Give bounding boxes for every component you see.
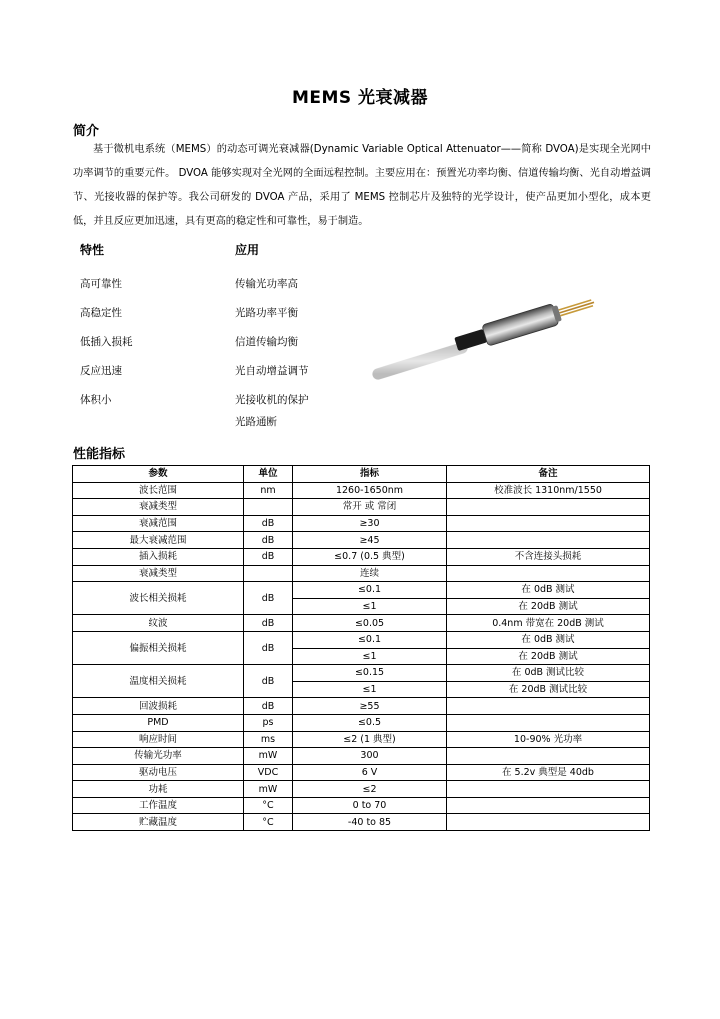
- param-cell: 传输光功率: [73, 748, 244, 765]
- unit-cell: °C: [244, 814, 293, 831]
- application-item: 光路通断: [235, 416, 277, 428]
- table-row: [73, 781, 650, 798]
- param-cell: 衰减类型: [73, 499, 244, 516]
- param-cell: 温度相关损耗: [73, 665, 244, 698]
- application-item: 光路功率平衡: [235, 307, 298, 319]
- unit-cell: nm: [244, 482, 293, 499]
- attenuator-body-icon: [453, 292, 597, 355]
- unit-cell: dB: [244, 665, 293, 698]
- intro-heading: 简介: [73, 124, 100, 139]
- value-cell: ≤2 (1 典型): [293, 731, 447, 748]
- note-cell: 在 0dB 测试: [447, 631, 650, 648]
- table-row: [73, 814, 650, 831]
- application-item: 信道传输均衡: [235, 336, 298, 348]
- table-row: [73, 565, 650, 582]
- table-row: [73, 482, 650, 499]
- unit-cell: dB: [244, 532, 293, 549]
- note-cell: 在 0dB 测试比较: [447, 665, 650, 682]
- spec-table: [72, 465, 650, 831]
- table-row: [73, 748, 650, 765]
- table-row: [73, 615, 650, 632]
- features-list: [80, 241, 133, 420]
- value-cell: ≥55: [293, 698, 447, 715]
- value-cell: ≤2: [293, 781, 447, 798]
- param-cell: 驱动电压: [73, 764, 244, 781]
- value-cell: ≤0.05: [293, 615, 447, 632]
- param-cell: 响应时间: [73, 731, 244, 748]
- value-cell: ≤1: [293, 648, 447, 665]
- application-item: 光自动增益调节: [235, 365, 309, 377]
- value-cell: 300: [293, 748, 447, 765]
- note-cell: 校准波长 1310nm/1550: [447, 482, 650, 499]
- param-cell: 衰减类型: [73, 565, 244, 582]
- value-cell: 常开 或 常闭: [293, 499, 447, 516]
- unit-cell: °C: [244, 797, 293, 814]
- unit-cell: dB: [244, 515, 293, 532]
- value-cell: ≤0.1: [293, 631, 447, 648]
- param-cell: PMD: [73, 714, 244, 731]
- note-cell: [447, 698, 650, 715]
- unit-cell: ms: [244, 731, 293, 748]
- table-row: [73, 665, 650, 682]
- table-header-row: [73, 466, 650, 483]
- unit-cell: dB: [244, 698, 293, 715]
- param-cell: 波长范围: [73, 482, 244, 499]
- product-photo: [370, 280, 610, 390]
- table-row: [73, 515, 650, 532]
- param-cell: 回波损耗: [73, 698, 244, 715]
- note-cell: [447, 797, 650, 814]
- unit-cell: [244, 565, 293, 582]
- specs-heading: 性能指标: [73, 447, 126, 462]
- value-cell: 1260-1650nm: [293, 482, 447, 499]
- table-row: [73, 731, 650, 748]
- value-cell: -40 to 85: [293, 814, 447, 831]
- unit-cell: mW: [244, 781, 293, 798]
- note-cell: 在 20dB 测试: [447, 598, 650, 615]
- application-item: 光接收机的保护: [235, 394, 309, 406]
- note-cell: [447, 565, 650, 582]
- note-cell: 在 20dB 测试: [447, 648, 650, 665]
- unit-cell: ps: [244, 714, 293, 731]
- column-header: 备注: [447, 466, 650, 483]
- table-row: [73, 582, 650, 599]
- feature-item: 高稳定性: [80, 307, 122, 319]
- value-cell: ≥45: [293, 532, 447, 549]
- table-row: [73, 698, 650, 715]
- note-cell: 在 0dB 测试: [447, 582, 650, 599]
- unit-cell: dB: [244, 548, 293, 565]
- param-cell: 偏振相关损耗: [73, 631, 244, 664]
- value-cell: ≤0.7 (0.5 典型): [293, 548, 447, 565]
- fiber-cable-icon: [378, 348, 462, 374]
- feature-item: 低插入损耗: [80, 336, 133, 348]
- features-heading: 特性: [80, 243, 105, 257]
- unit-cell: VDC: [244, 764, 293, 781]
- param-cell: 衰减范围: [73, 515, 244, 532]
- column-header: 参数: [73, 466, 244, 483]
- applications-heading: 应用: [235, 243, 260, 257]
- table-row: [73, 631, 650, 648]
- table-row: [73, 532, 650, 549]
- note-cell: [447, 781, 650, 798]
- note-cell: [447, 814, 650, 831]
- table-row: [73, 499, 650, 516]
- value-cell: ≤0.1: [293, 582, 447, 599]
- unit-cell: dB: [244, 582, 293, 615]
- note-cell: [447, 532, 650, 549]
- note-cell: [447, 515, 650, 532]
- value-cell: 0 to 70: [293, 797, 447, 814]
- value-cell: 连续: [293, 565, 447, 582]
- note-cell: 在 20dB 测试比较: [447, 681, 650, 698]
- column-header: 单位: [244, 466, 293, 483]
- column-header: 指标: [293, 466, 447, 483]
- feature-item: 高可靠性: [80, 278, 122, 290]
- value-cell: ≤0.5: [293, 714, 447, 731]
- unit-cell: [244, 499, 293, 516]
- note-cell: 0.4nm 带宽在 20dB 测试: [447, 615, 650, 632]
- unit-cell: dB: [244, 631, 293, 664]
- param-cell: 工作温度: [73, 797, 244, 814]
- value-cell: 6 V: [293, 764, 447, 781]
- note-cell: [447, 748, 650, 765]
- table-row: [73, 797, 650, 814]
- param-cell: 插入损耗: [73, 548, 244, 565]
- param-cell: 最大衰减范围: [73, 532, 244, 549]
- feature-item: 反应迅速: [80, 365, 122, 377]
- intro-paragraph: 基于微机电系统（MEMS）的动态可调光衰减器(Dynamic Variable Optical Attenuator——简称 DVOA)是实现全光网中功率调节的重要元件。 DVOA 能够实现对全光网的全面远程控制。主要应用在：预置光功率均衡、信道传输均衡、光自动增益调节、光接收器的保护等。我公司研发的 DVOA 产品，采用了 MEMS 控制芯片及独特的光学设计，使产品更加小型化，成本更低，并且反应更加迅速，具有更高的稳定性和可靠性，易于制造。: [73, 144, 651, 227]
- value-cell: ≤1: [293, 681, 447, 698]
- value-cell: ≤1: [293, 598, 447, 615]
- param-cell: 波长相关损耗: [73, 582, 244, 615]
- note-cell: 不含连接头损耗: [447, 548, 650, 565]
- param-cell: 功耗: [73, 781, 244, 798]
- note-cell: [447, 499, 650, 516]
- note-cell: 10-90% 光功率: [447, 731, 650, 748]
- value-cell: ≤0.15: [293, 665, 447, 682]
- param-cell: 纹波: [73, 615, 244, 632]
- application-item: 传输光功率高: [235, 278, 298, 290]
- param-cell: 贮藏温度: [73, 814, 244, 831]
- unit-cell: dB: [244, 615, 293, 632]
- table-row: [73, 548, 650, 565]
- table-row: [73, 764, 650, 781]
- unit-cell: mW: [244, 748, 293, 765]
- applications-list: [235, 241, 309, 442]
- note-cell: [447, 714, 650, 731]
- value-cell: ≥30: [293, 515, 447, 532]
- feature-item: 体积小: [80, 394, 112, 406]
- note-cell: 在 5.2v 典型是 40db: [447, 764, 650, 781]
- table-row: [73, 714, 650, 731]
- page-title: MEMS 光衰减器: [291, 88, 429, 108]
